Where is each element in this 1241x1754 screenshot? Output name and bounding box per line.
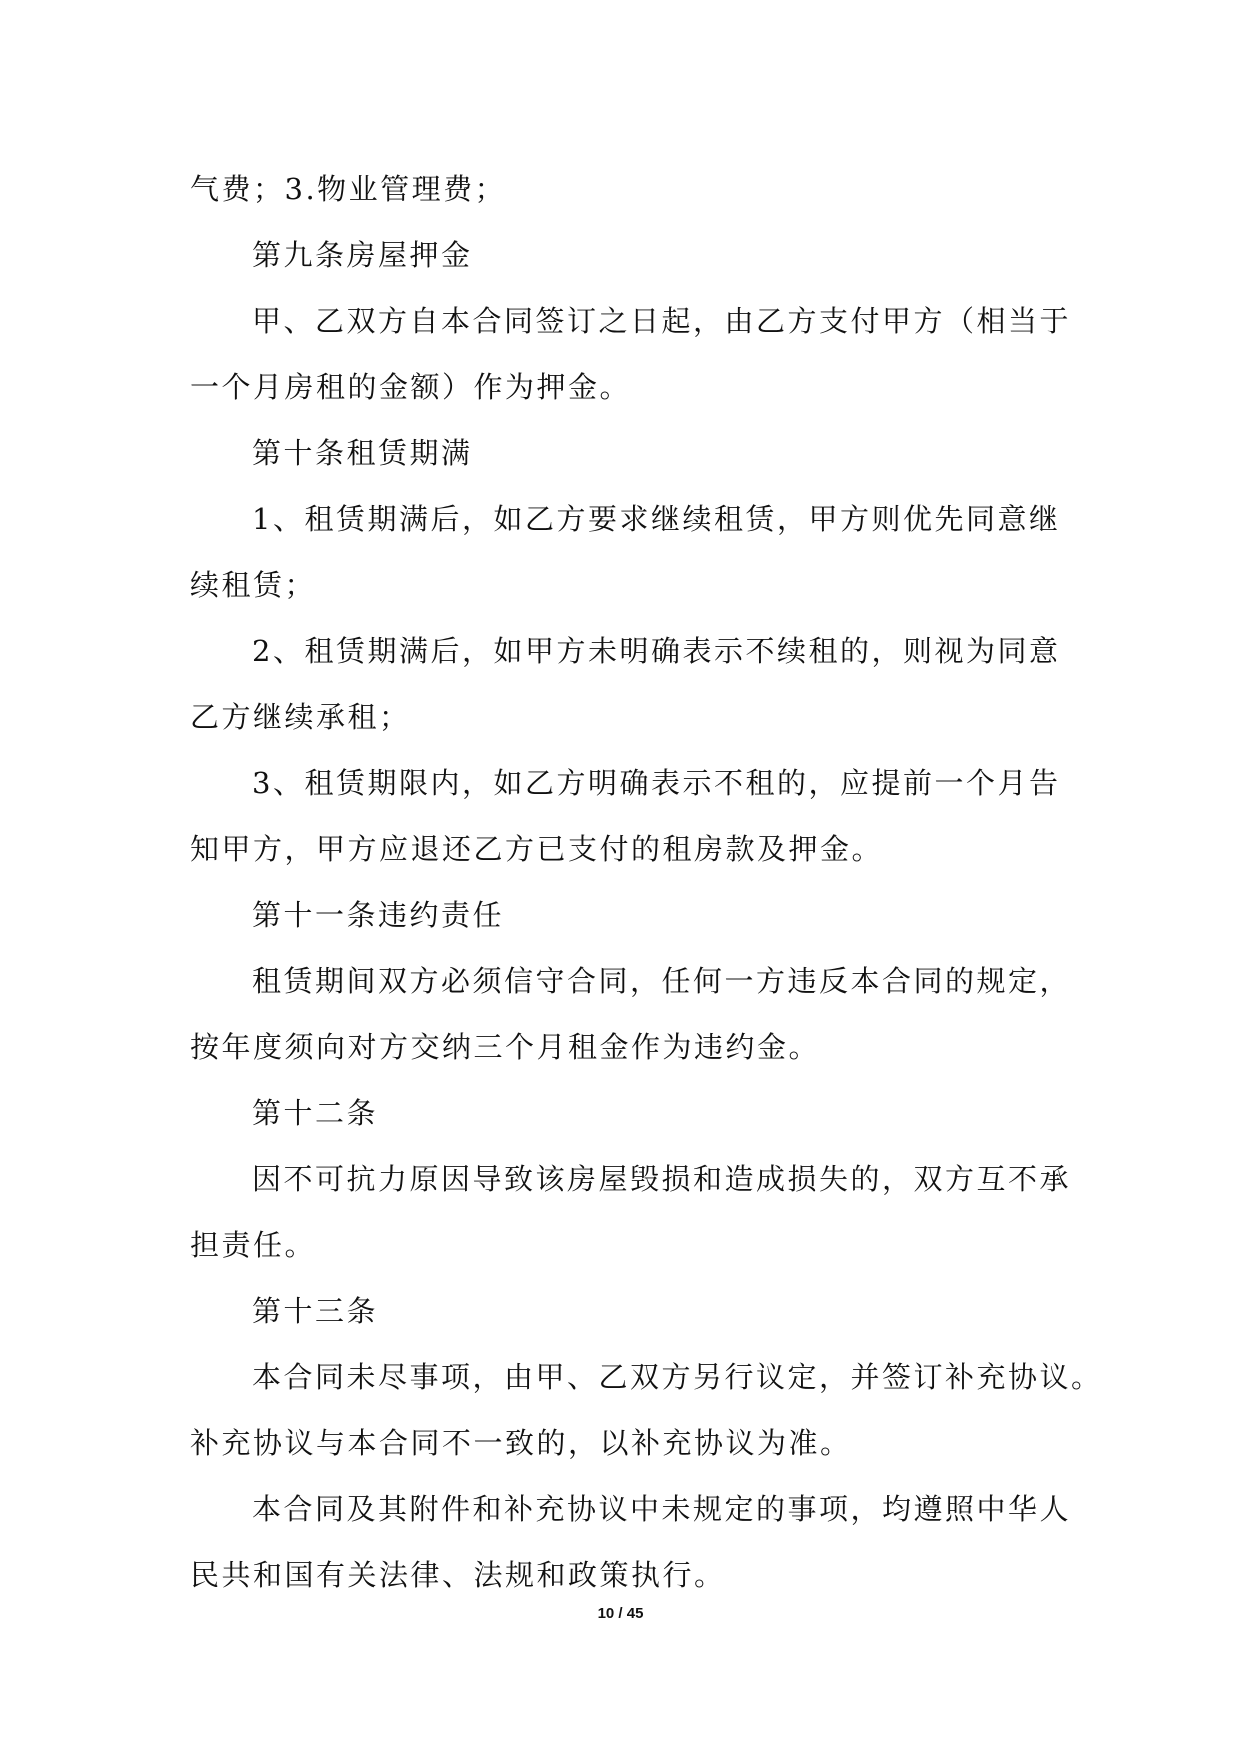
text-line: 第十条租赁期满 [252, 436, 473, 470]
text-line: 1、租赁期满后，如乙方要求继续租赁，甲方则优先同意继 [252, 502, 1061, 536]
text-line: 第十二条 [252, 1096, 379, 1130]
text-line: 第九条房屋押金 [252, 238, 473, 272]
text-line: 本合同及其附件和补充协议中未规定的事项，均遵照中华人 [252, 1492, 1072, 1526]
text-line: 第十一条违约责任 [252, 898, 505, 932]
page-number: 10 / 45 [597, 1605, 644, 1622]
text-line: 民共和国有关法律、法规和政策执行。 [190, 1558, 726, 1592]
text-line: 租赁期间双方必须信守合同，任何一方违反本合同的规定， [252, 964, 1072, 998]
text-line: 气费；3.物业管理费； [190, 172, 507, 206]
text-line: 3、租赁期限内，如乙方明确表示不租的，应提前一个月告 [252, 766, 1061, 800]
text-line: 一个月房租的金额）作为押金。 [190, 370, 632, 404]
text-line: 乙方继续承租； [190, 700, 411, 734]
document-body [190, 156, 1103, 1608]
text-line: 本合同未尽事项，由甲、乙双方另行议定，并签订补充协议。 [252, 1360, 1103, 1394]
text-line: 担责任。 [190, 1228, 317, 1262]
text-line: 按年度须向对方交纳三个月租金作为违约金。 [190, 1030, 821, 1064]
text-line: 知甲方，甲方应退还乙方已支付的租房款及押金。 [190, 832, 884, 866]
text-line: 甲、乙双方自本合同签订之日起，由乙方支付甲方（相当于 [252, 304, 1072, 338]
text-line: 续租赁； [190, 568, 317, 602]
text-line: 2、租赁期满后，如甲方未明确表示不续租的，则视为同意 [252, 634, 1061, 668]
text-line: 因不可抗力原因导致该房屋毁损和造成损失的，双方互不承 [252, 1162, 1072, 1196]
text-line: 第十三条 [252, 1294, 379, 1328]
text-line: 补充协议与本合同不一致的，以补充协议为准。 [190, 1426, 852, 1460]
